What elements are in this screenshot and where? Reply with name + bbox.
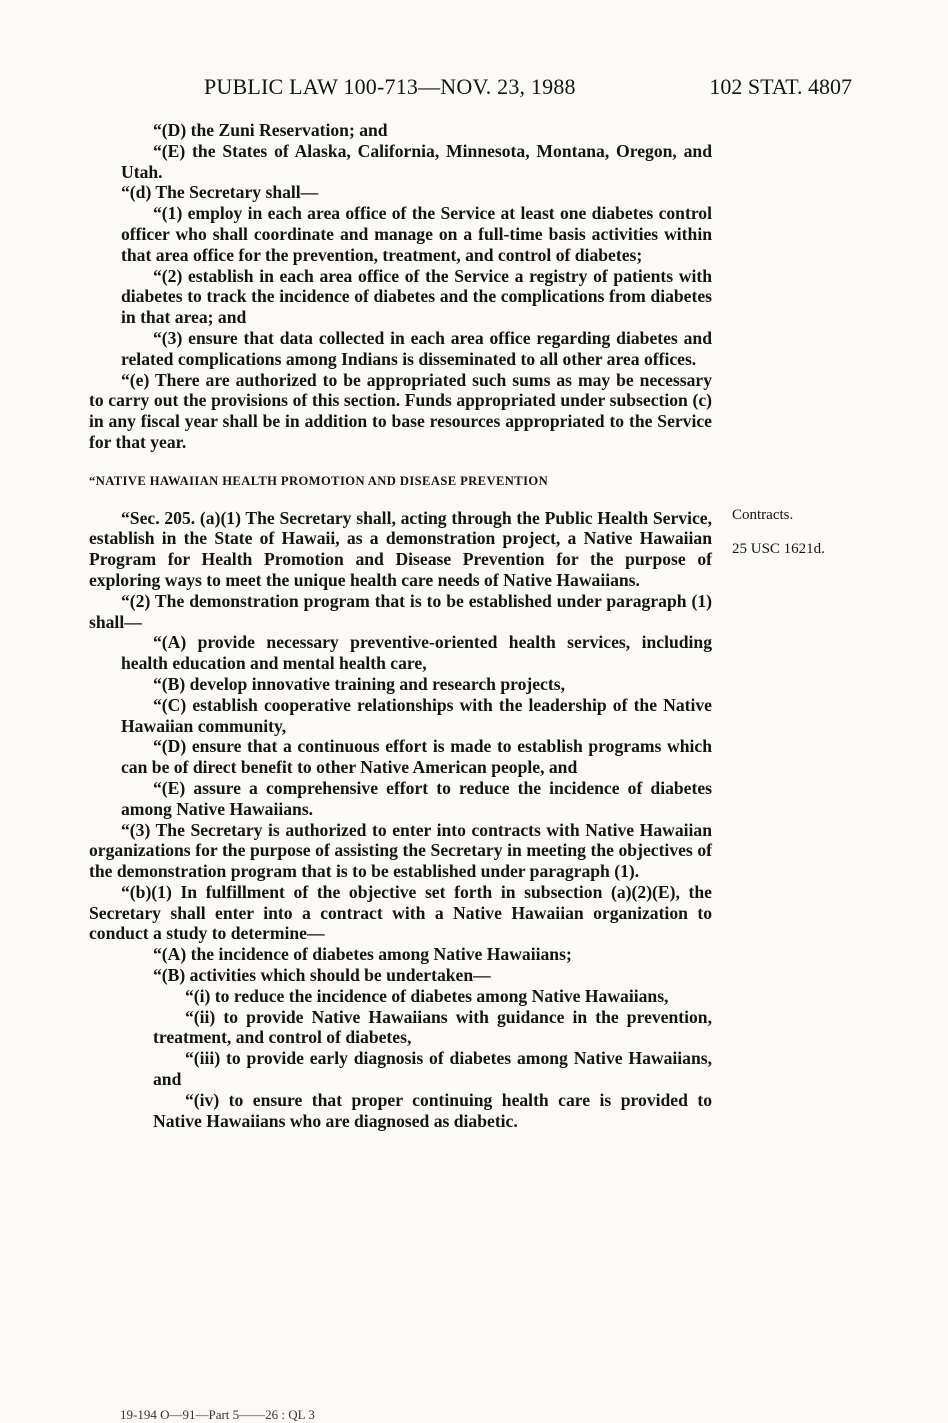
- paragraph: “(iv) to ensure that proper continuing health care is provided to Native Hawaiians who are diagnosed as diabetic.: [153, 1089, 712, 1131]
- paragraph: “(E) the States of Alaska, California, Minnesota, Montana, Oregon, and Utah.: [121, 140, 712, 182]
- paragraph: “(e) There are authorized to be appropriated such sums as may be necessary to carry out the provisions of this section. Funds appropriated under subsection (c) in any fiscal year shall be in addition to base resources appropriated to the Service for that year.: [89, 369, 712, 452]
- paragraph: “(ii) to provide Native Hawaiians with guidance in the prevention, treatment, and control of diabetes,: [153, 1006, 712, 1048]
- paragraph: “(C) establish cooperative relationships with the leadership of the Native Hawaiian community,: [121, 694, 712, 736]
- body-text: [89, 120, 712, 1131]
- paragraph: “(2) The demonstration program that is to be established under paragraph (1) shall—: [89, 590, 712, 632]
- paragraph: “(A) the incidence of diabetes among Native Hawaiians;: [153, 944, 572, 965]
- paragraph: “(A) provide necessary preventive-oriented health services, including health education and mental health care,: [121, 632, 712, 674]
- paragraph: “(D) the Zuni Reservation; and: [153, 120, 388, 140]
- paragraph: “(D) ensure that a continuous effort is made to establish programs which can be of direct benefit to other Native American people, and: [121, 736, 712, 778]
- paragraph: “(3) The Secretary is authorized to enter into contracts with Native Hawaiian organizations for the purpose of assisting the Secretary in meeting the objectives of the demonstration program that is to be established under paragraph (1).: [89, 819, 712, 882]
- margin-note-usc: 25 USC 1621d.: [732, 541, 825, 557]
- header-title: PUBLIC LAW 100-713—NOV. 23, 1988: [204, 74, 576, 99]
- paragraph: “(d) The Secretary shall—: [121, 182, 319, 203]
- paragraph: “(B) activities which should be undertaken—: [153, 965, 491, 986]
- paragraph: “(iii) to provide early diagnosis of diabetes among Native Hawaiians, and: [153, 1048, 712, 1090]
- paragraph: “(B) develop innovative training and research projects,: [153, 673, 565, 694]
- paragraph: “(3) ensure that data collected in each area office regarding diabetes and related complications among Indians is disseminated to all other area offices.: [121, 327, 712, 369]
- paragraph: “(b)(1) In fulfillment of the objective set forth in subsection (a)(2)(E), the Secretary shall enter into a contract with a Native Hawaiian organization to conduct a study to determine—: [89, 881, 712, 944]
- paragraph: “Sec. 205. (a)(1) The Secretary shall, acting through the Public Health Service, establish in the State of Hawaii, as a demonstration project, a Native Hawaiian Program for Health Promotion and Disease Prevention for the purpose of exploring ways to meet the unique health care needs of Native Hawaiians.: [89, 507, 712, 590]
- section-heading: “NATIVE HAWAIIAN HEALTH PROMOTION AND DISEASE PREVENTION: [89, 473, 549, 488]
- paragraph: “(i) to reduce the incidence of diabetes among Native Hawaiians,: [185, 985, 669, 1006]
- printer-footer: 19-194 O—91—Part 5——26 : QL 3: [120, 1407, 315, 1422]
- statute-page-number: 102 STAT. 4807: [709, 74, 852, 99]
- margin-note-contracts: Contracts.: [732, 507, 794, 523]
- paragraph: “(1) employ in each area office of the Service at least one diabetes control officer who shall coordinate and manage on a full-time basis activities within that area office for the prevention, treatment, and control of diabetes;: [121, 203, 712, 265]
- paragraph: “(2) establish in each area office of the Service a registry of patients with diabetes to track the incidence of diabetes and the complications from diabetes in that area; and: [121, 265, 712, 328]
- paragraph: “(E) assure a comprehensive effort to reduce the incidence of diabetes among Native Hawaiians.: [121, 777, 712, 819]
- page-header: [0, 74, 948, 104]
